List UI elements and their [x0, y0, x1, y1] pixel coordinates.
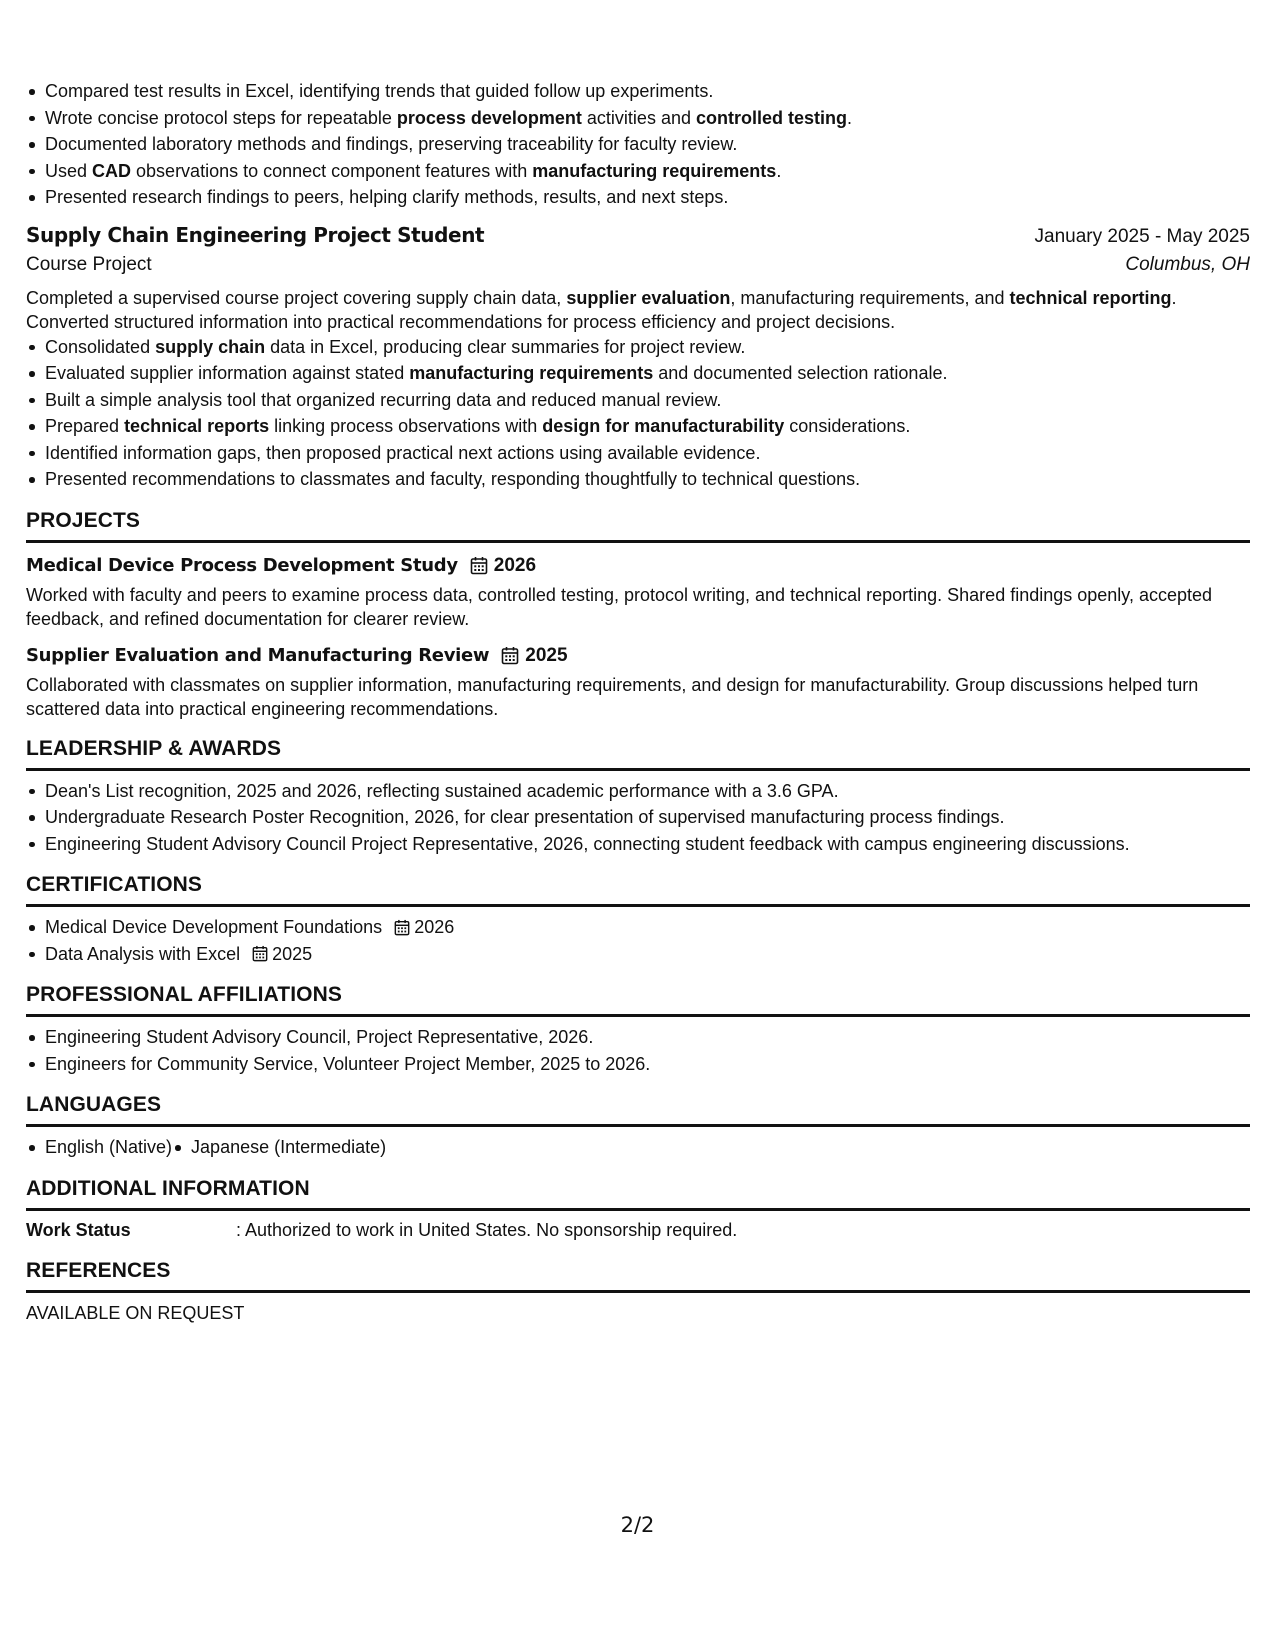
section-title-projects: PROJECTS — [26, 507, 1250, 543]
entry-subheader — [26, 252, 1250, 282]
emphasis-text: process development — [396, 107, 582, 128]
emphasis-text: design for manufacturability — [542, 416, 785, 436]
text-run: . — [847, 107, 853, 128]
entry-location: Columbus, OH — [1125, 253, 1250, 275]
work-status-label: Work Status — [26, 1219, 131, 1240]
list-item: Dean's List recognition, 2025 and 2026, reflecting sustained academic performance with a 3.6 GPA. — [26, 778, 1250, 805]
text-run: Presented recommendations to classmates and faculty, responding thoughtfully to technical questions. — [45, 469, 861, 489]
text-run: . Converted structured information into practical recommendations for process efficiency and project decisions. — [26, 287, 1177, 332]
section-title-languages: LANGUAGES — [26, 1091, 1250, 1127]
certification-name: Data Analysis with Excel — [45, 943, 241, 964]
entry-header — [26, 222, 1250, 252]
language-item: Japanese (Intermediate) — [172, 1134, 386, 1161]
certification-name: Medical Device Development Foundations — [45, 917, 383, 937]
emphasis-text: technical reporting — [1009, 287, 1172, 308]
project-year: 2026 — [493, 554, 537, 576]
entry-role: Supply Chain Engineering Project Student — [26, 222, 485, 247]
list-item — [26, 334, 1250, 361]
text-run: Compared test results in Excel, identifying trends that guided follow up experiments. — [45, 81, 714, 101]
text-run: Built a simple analysis tool that organized recurring data and reduced manual review. — [45, 389, 722, 410]
list-item: Engineering Student Advisory Council Project Representative, 2026, connecting student feedback with campus engineering discussions. — [26, 831, 1250, 858]
list-item — [26, 131, 1250, 158]
text-run: and documented selection rationale. — [653, 363, 948, 383]
text-run: observations to connect component features with — [131, 160, 533, 181]
entry-dates: January 2025 - May 2025 — [1034, 225, 1250, 247]
list-item: Engineers for Community Service, Volunteer Project Member, 2025 to 2026. — [26, 1051, 1250, 1078]
list-item — [26, 360, 1250, 387]
text-run: , manufacturing requirements, and — [730, 287, 1010, 308]
text-run: Documented laboratory methods and findings, preserving traceability for faculty review. — [45, 134, 738, 154]
text-run: Prepared — [45, 416, 125, 436]
text-run: Identified information gaps, then proposed practical next actions using available evidence. — [45, 442, 761, 463]
entry-bullet-list — [26, 334, 1250, 493]
list-item — [26, 914, 1250, 941]
text-run: . — [776, 160, 782, 181]
emphasis-text: CAD — [92, 160, 132, 181]
languages-list — [26, 1134, 1250, 1161]
certification-year: 2026 — [414, 917, 455, 937]
emphasis-text: supply chain — [155, 336, 266, 357]
work-status-value: : Authorized to work in United States. No sponsorship required. — [236, 1219, 738, 1240]
leadership-list — [26, 778, 1250, 858]
list-item — [26, 158, 1250, 185]
list-item: Engineering Student Advisory Council, Project Representative, 2026. — [26, 1024, 1250, 1051]
list-item — [26, 440, 1250, 467]
list-item — [26, 941, 1250, 968]
list-item — [26, 387, 1250, 414]
emphasis-text: manufacturing requirements — [409, 363, 654, 383]
calendar-icon — [470, 556, 488, 575]
text-run: Evaluated supplier information against stated — [45, 363, 410, 383]
language-item: English (Native) — [26, 1134, 172, 1161]
emphasis-text: technical reports — [124, 416, 270, 436]
section-title-leadership: LEADERSHIP & AWARDS — [26, 735, 1250, 771]
text-run: Presented research findings to peers, helping clarify methods, results, and next steps. — [45, 187, 729, 207]
section-title-certifications: CERTIFICATIONS — [26, 871, 1250, 907]
text-run: Used — [45, 160, 93, 181]
text-run: data in Excel, producing clear summaries for project review. — [265, 336, 746, 357]
certifications-list — [26, 914, 1250, 967]
calendar-icon — [394, 919, 410, 936]
text-run: considerations. — [784, 416, 911, 436]
project-description: Collaborated with classmates on supplier information, manufacturing requirements, and design for manufacturability. Group discussions helped turn scattered data into practical engineering recommendations. — [26, 674, 1199, 719]
certification-year: 2025 — [272, 943, 313, 964]
experience-continued-list — [26, 78, 1250, 211]
project-year: 2025 — [525, 644, 568, 666]
text-run: linking process observations with — [269, 416, 543, 436]
project-description: Worked with faculty and peers to examine process data, controlled testing, protocol writing, and technical reporting. Shared findings openly, accepted feedback, and refined documentation for clearer review. — [26, 584, 1213, 629]
calendar-icon — [501, 646, 519, 665]
work-status-row — [26, 1217, 1250, 1243]
list-item — [26, 413, 1250, 440]
project-item — [26, 551, 1250, 631]
text-run: Consolidated — [45, 336, 156, 357]
section-title-references: REFERENCES — [26, 1257, 1250, 1293]
entry-organization: Course Project — [26, 253, 152, 275]
text-run: activities and — [581, 107, 696, 128]
page-number: 2/2 — [620, 1513, 655, 1537]
project-name: Supplier Evaluation and Manufacturing Review — [26, 644, 490, 666]
calendar-icon — [252, 945, 268, 962]
emphasis-text: manufacturing requirements — [532, 160, 777, 181]
section-title-additional: ADDITIONAL INFORMATION — [26, 1175, 1250, 1211]
list-item: Undergraduate Research Poster Recognition, 2026, for clear presentation of supervised manufacturing process findings. — [26, 804, 1250, 831]
section-title-affiliations: PROFESSIONAL AFFILIATIONS — [26, 981, 1250, 1017]
entry-description — [26, 286, 1250, 334]
emphasis-text: controlled testing — [695, 107, 847, 128]
list-item — [26, 78, 1250, 105]
project-name: Medical Device Process Development Study — [26, 554, 458, 576]
references-text: AVAILABLE ON REQUEST — [26, 1302, 245, 1323]
affiliations-list — [26, 1024, 1250, 1077]
list-item — [26, 184, 1250, 211]
emphasis-text: supplier evaluation — [566, 287, 731, 308]
list-item — [26, 466, 1250, 493]
text-run: Completed a supervised course project covering supply chain data, — [26, 287, 567, 308]
text-run: Wrote concise protocol steps for repeatable — [45, 107, 397, 128]
list-item — [26, 105, 1250, 132]
project-item — [26, 641, 1250, 721]
resume-page — [26, 78, 1250, 1326]
